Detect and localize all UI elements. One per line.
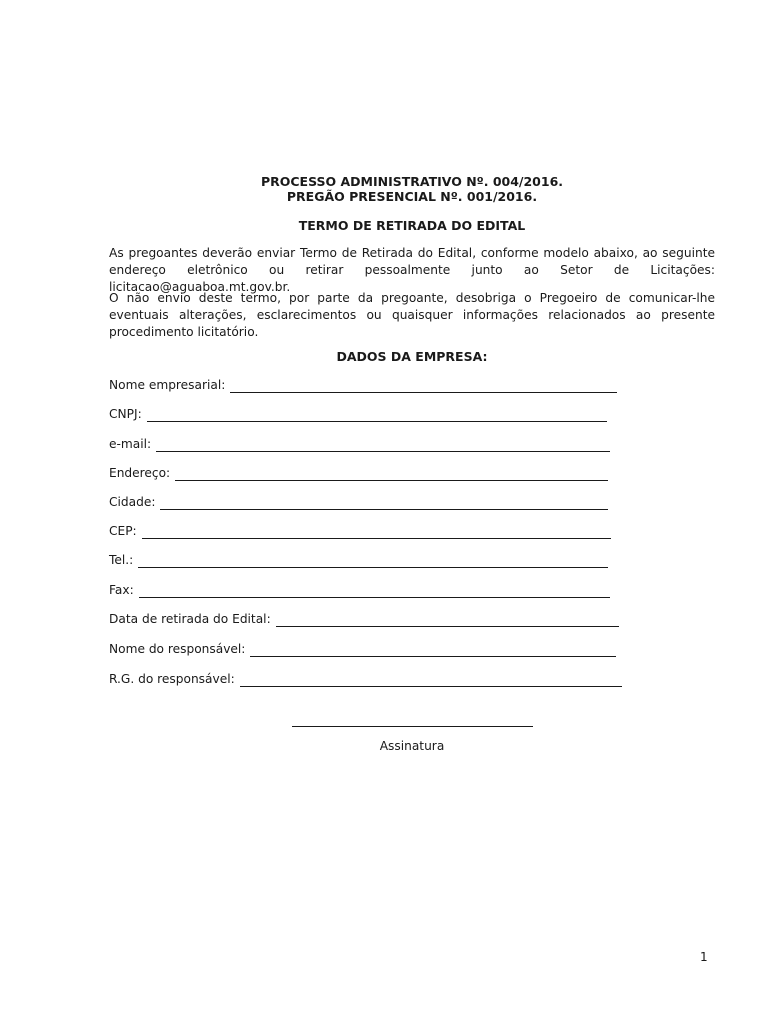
signature-line xyxy=(292,726,533,727)
field-label: CNPJ: xyxy=(109,407,142,421)
field-label: Fax: xyxy=(109,583,134,597)
fill-in-line xyxy=(147,408,607,422)
fill-in-line xyxy=(250,643,616,657)
disclaimer-paragraph: O não envio deste termo, por parte da pregoante, desobriga o Pregoeiro de comunicar-lhe eventuais alterações, esclarecimentos ou quaisquer informações relacionados ao presente procedimento licitatório. xyxy=(109,291,715,339)
field-data-retirada xyxy=(109,611,619,627)
instructions-paragraph: As pregoantes deverão enviar Termo de Retirada do Edital, conforme modelo abaixo, ao seguinte endereço eletrônico ou retirar pessoalmente junto ao Setor de Licitações: licitacao@aguaboa.mt.gov.br. xyxy=(109,246,715,294)
fill-in-line xyxy=(142,525,611,539)
field-label: Endereço: xyxy=(109,466,171,480)
fill-in-line xyxy=(175,467,608,481)
fill-in-line xyxy=(139,584,610,598)
fill-in-line xyxy=(138,554,608,568)
fill-in-line xyxy=(276,613,619,627)
field-label: e-mail: xyxy=(109,437,152,451)
field-label: CEP: xyxy=(109,524,137,538)
field-label: Tel.: xyxy=(109,553,134,567)
field-fax xyxy=(109,582,610,598)
signature-label: Assinatura xyxy=(379,739,445,753)
document-title: TERMO DE RETIRADA DO EDITAL xyxy=(298,218,526,233)
field-label: R.G. do responsável: xyxy=(109,672,235,686)
field-tel xyxy=(109,552,608,568)
field-cnpj xyxy=(109,406,607,422)
field-cep xyxy=(109,523,611,539)
field-rg-responsavel xyxy=(109,671,622,687)
pregao-number-heading: PREGÃO PRESENCIAL Nº. 001/2016. xyxy=(286,189,538,204)
company-data-heading: DADOS DA EMPRESA: xyxy=(336,349,488,364)
fill-in-line xyxy=(230,379,617,393)
process-number-heading: PROCESSO ADMINISTRATIVO Nº. 004/2016. xyxy=(260,174,564,189)
field-nome-responsavel xyxy=(109,641,616,657)
fill-in-line xyxy=(156,438,610,452)
field-endereco xyxy=(109,465,608,481)
field-label: Nome empresarial: xyxy=(109,378,226,392)
page-number: 1 xyxy=(700,950,708,964)
field-email xyxy=(109,436,610,452)
fill-in-line xyxy=(240,673,622,687)
field-label: Nome do responsável: xyxy=(109,642,246,656)
field-nome-empresarial xyxy=(109,377,617,393)
fill-in-line xyxy=(160,496,608,510)
field-cidade xyxy=(109,494,608,510)
field-label: Cidade: xyxy=(109,495,156,509)
field-label: Data de retirada do Edital: xyxy=(109,612,271,626)
